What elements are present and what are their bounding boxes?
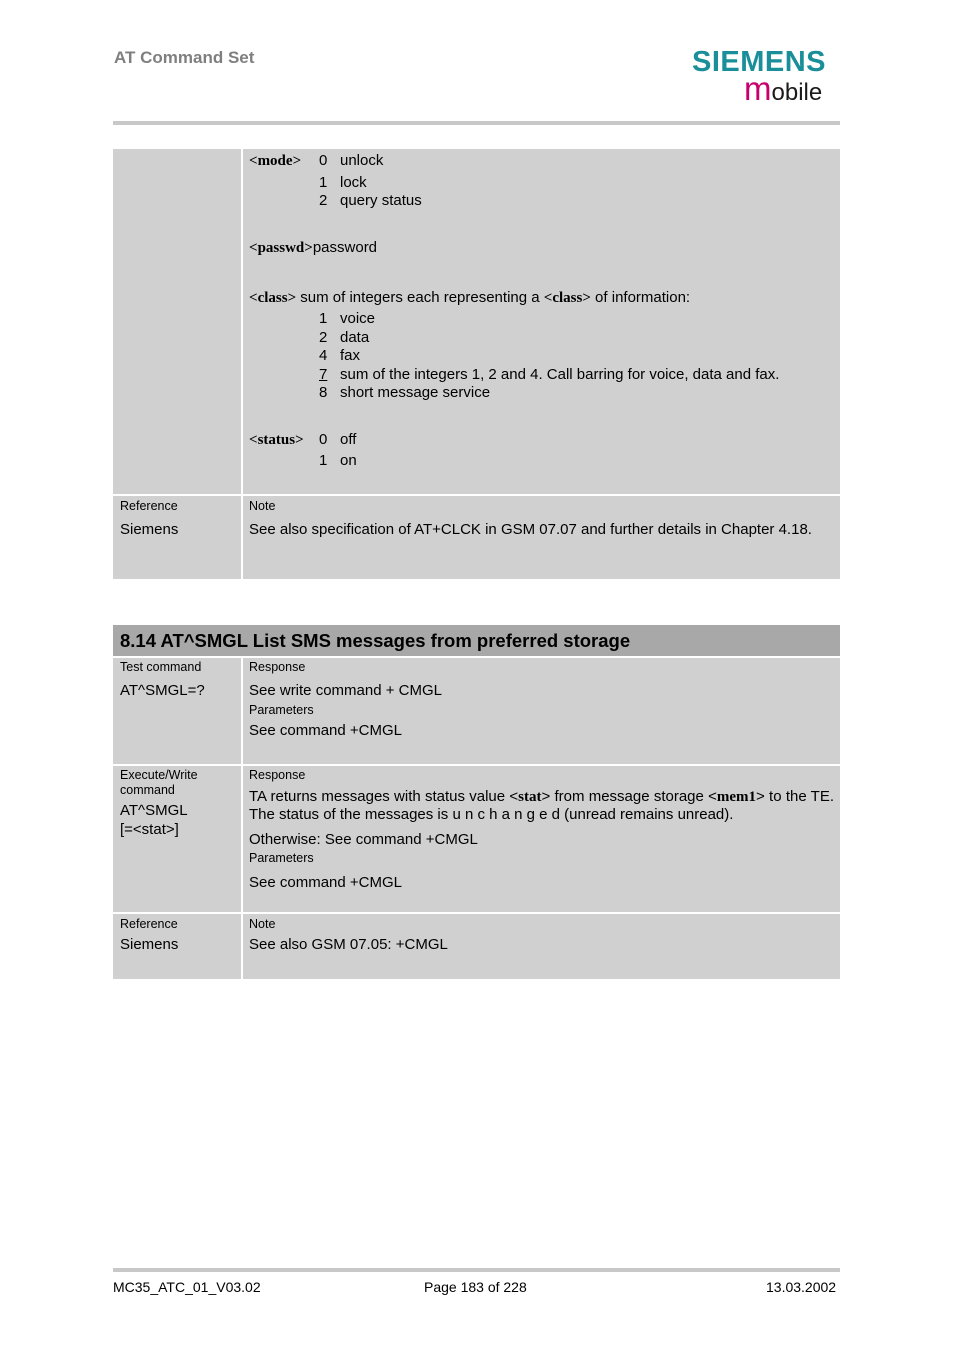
- footer-rule: [113, 1268, 840, 1272]
- footer-doc-id: MC35_ATC_01_V03.02: [113, 1279, 261, 1295]
- mode-text: lock: [340, 174, 367, 191]
- header-rule: [113, 121, 840, 125]
- status-text: on: [340, 452, 357, 469]
- logo-mobile: obile: [771, 79, 823, 106]
- class-text: data: [340, 329, 370, 346]
- logo-wordmark: SIEMENS: [692, 46, 827, 78]
- response-text: See write command + CMGL: [249, 682, 442, 699]
- mode-text: unlock: [340, 152, 384, 169]
- response-label: Response: [249, 660, 306, 674]
- param-passwd: <passwd>password: [249, 239, 378, 256]
- note-text: See also specification of AT+CLCK in GSM 07.07 and further details in Chapter 4.18.: [249, 521, 812, 538]
- class-value: 2: [319, 329, 328, 346]
- reference-label: Reference: [120, 499, 178, 513]
- parameters-label: Parameters: [249, 703, 314, 717]
- parameters-text: See command +CMGL: [249, 874, 402, 891]
- note-label: Note: [249, 499, 276, 513]
- logo-m: m: [744, 70, 772, 107]
- mode-value: 2: [319, 192, 328, 209]
- note-text: See also GSM 07.05: +CMGL: [249, 936, 448, 953]
- reference-value: Siemens: [120, 936, 179, 953]
- response-label: Response: [249, 768, 306, 782]
- test-command-label: Test command: [120, 660, 202, 674]
- status-text: off: [340, 431, 357, 448]
- section-title: 8.14 AT^SMGL List SMS messages from preferred storage: [120, 630, 631, 651]
- class-text: short message service: [340, 384, 491, 401]
- parameter-table: [113, 149, 840, 579]
- row-divider: [113, 912, 840, 914]
- note-label: Note: [249, 917, 276, 931]
- column-divider: [241, 658, 243, 979]
- mode-value: 1: [319, 174, 328, 191]
- row-divider: [113, 494, 840, 496]
- param-status-name: <status>: [249, 432, 304, 448]
- param-mode-name: <mode>: [249, 153, 302, 169]
- status-value: 1: [319, 452, 328, 469]
- class-text: sum of the integers 1, 2 and 4. Call barring for voice, data and fax.: [340, 366, 780, 383]
- class-value: 1: [319, 310, 328, 327]
- param-class-description: <class> sum of integers each representing a <class> of information:: [249, 289, 691, 306]
- row-divider: [113, 764, 840, 766]
- column-divider: [241, 149, 243, 579]
- class-value-default: 7: [319, 366, 328, 383]
- reference-value: Siemens: [120, 521, 179, 538]
- reference-label: Reference: [120, 917, 178, 931]
- class-value: 8: [319, 384, 328, 401]
- execute-command: AT^SMGL: [120, 802, 188, 819]
- parameters-text: See command +CMGL: [249, 722, 402, 739]
- siemens-mobile-logo: [692, 46, 838, 107]
- mode-value: 0: [319, 152, 328, 169]
- footer-page-number: Page 183 of 228: [424, 1279, 527, 1295]
- class-value: 4: [319, 347, 328, 364]
- execute-write-label: Execute/Write command: [120, 768, 198, 797]
- otherwise-text: Otherwise: See command +CMGL: [249, 831, 478, 848]
- status-value: 0: [319, 431, 328, 448]
- class-text: voice: [340, 310, 376, 327]
- document-title: AT Command Set: [114, 48, 255, 67]
- response-text: TA returns messages with status value <stat> from message storage <mem1> to the TE. The status of the messages is u n c h a n g e d (unread remains unread).: [249, 788, 834, 823]
- footer-date: 13.03.2002: [766, 1279, 837, 1295]
- execute-command-args: [=<stat>]: [120, 821, 179, 838]
- class-text: fax: [340, 347, 361, 364]
- parameters-label: Parameters: [249, 851, 314, 865]
- test-command: AT^SMGL=?: [120, 682, 205, 699]
- mode-text: query status: [340, 192, 422, 209]
